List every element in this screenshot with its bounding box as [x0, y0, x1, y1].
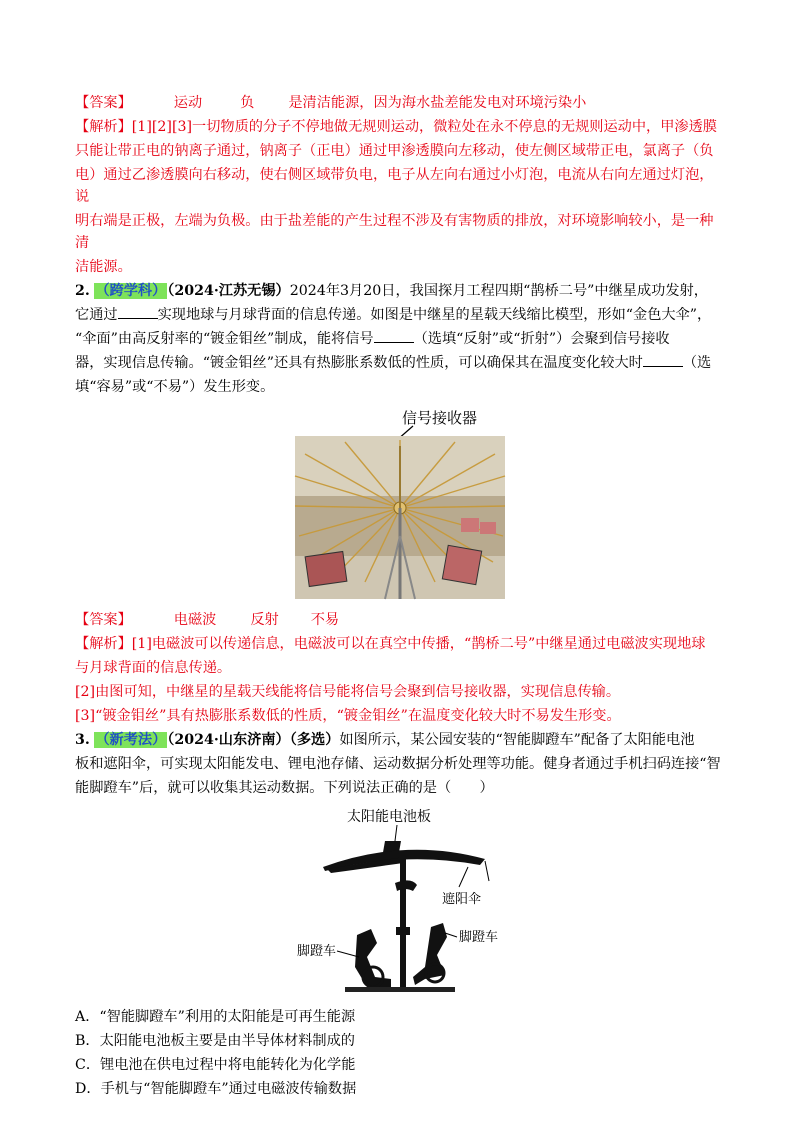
analysis-line: 明右端是正极，左端为负极。由于盐差能的产生过程不涉及有害物质的排放，对环境影响较小，是一种清 [75, 213, 714, 251]
answer-blank[interactable] [374, 328, 414, 343]
option-a[interactable]: A．“智能脚蹬车”利用的太阳能是可再生能源 [75, 1009, 356, 1025]
question-text: 如图所示，某公园安装的“智能脚蹬车”配备了太阳能电池 [339, 732, 695, 748]
analysis-label: 【解析】 [75, 636, 132, 652]
option-c[interactable]: C．锂电池在供电过程中将电能转化为化学能 [75, 1057, 356, 1073]
document-page [75, 92, 725, 1101]
umbrella-label: 遮阳伞 [442, 892, 482, 907]
answer-2: 反射 [250, 612, 279, 628]
question-text: 2024年3月20日，我国探月工程四期“鹊桥二号”中继星成功发射， [289, 283, 708, 299]
question-text: （选填“反射”或“折射”）会聚到信号接收 [413, 331, 670, 347]
option-b[interactable]: B．太阳能电池板主要是由半导体材料制成的 [75, 1033, 355, 1049]
question-text: 填“容易”或“不易”）发生形变。 [75, 379, 275, 395]
q2-answer-line [75, 609, 725, 631]
answer-label: 【答案】 [75, 612, 132, 628]
q1-answer-line [75, 92, 725, 114]
question-text: 板和遮阳伞，可实现太阳能发电、锂电池存储、运动数据分析处理等功能。健身者通过手机扫码连接“智 [75, 756, 721, 772]
pedal-bike-diagram [75, 807, 725, 997]
answer-3: 不易 [310, 612, 340, 628]
question-source: （2024·江苏无锡） [167, 283, 290, 299]
solar-panel-label: 太阳能电池板 [347, 809, 431, 825]
analysis-line: 电）通过乙渗透膜向右移动，使右侧区域带负电，电子从左向右通过小灯泡，电流从右向左通过灯泡，说 [75, 167, 714, 205]
question-2 [75, 280, 725, 727]
analysis-line: 只能让带正电的钠离子通过，钠离子（正电）通过甲渗透膜向左移动，使左侧区域带正电，氯离子（负 [75, 143, 714, 159]
question-number: 3. [75, 732, 90, 748]
answer-2: 负 [240, 95, 255, 111]
options-list [75, 1005, 725, 1101]
antenna-photo [75, 406, 725, 601]
question-text: 能脚蹬车”后，就可以收集其运动数据。下列说法正确的是（ ） [75, 780, 494, 796]
question-text: 它通过 [75, 307, 118, 323]
q2-analysis [75, 633, 725, 727]
q1-analysis [75, 116, 725, 278]
figure-label: 信号接收器 [402, 409, 478, 427]
analysis-label: 【解析】 [75, 119, 132, 135]
question-tag: （跨学科） [95, 283, 167, 299]
analysis-line: [1][2][3]一切物质的分子不停地做无规则运动，微粒处在永不停息的无规则运动中，甲渗透膜 [131, 119, 717, 135]
analysis-line: [2]由图可知，中继星的星载天线能将信号能将信号会聚到信号接收器，实现信息传输。 [75, 684, 621, 700]
answer-blank[interactable] [643, 352, 683, 367]
answer-label: 【答案】 [75, 95, 132, 111]
pedal-left-label: 脚蹬车 [297, 944, 337, 959]
question-tag: （新考法） [95, 732, 167, 748]
question-number: 2. [75, 283, 90, 299]
option-d[interactable]: D．手机与“智能脚蹬车”通过电磁波传输数据 [75, 1081, 357, 1097]
answer-blank[interactable] [118, 304, 158, 319]
pedal-right-label: 脚蹬车 [459, 930, 499, 945]
analysis-line: 与月球背面的信息传递。 [75, 660, 232, 676]
answer-3: 是清洁能源，因为海水盐差能发电对环境污染小 [288, 95, 587, 111]
question-3 [75, 729, 725, 1101]
analysis-line: [1]电磁波可以传递信息，电磁波可以在真空中传播，“鹊桥二号”中继星通过电磁波实现地球 [131, 636, 706, 652]
question-source: （2024·山东济南）（多选） [167, 732, 340, 748]
answer-1: 电磁波 [173, 612, 217, 628]
analysis-line: 洁能源。 [75, 259, 132, 275]
answer-1: 运动 [173, 95, 203, 111]
pedal-bike-figure [75, 807, 725, 997]
question-text: “伞面”由高反射率的“镀金钼丝”制成，能将信号 [75, 331, 374, 347]
question-text: （选 [682, 355, 712, 371]
antenna-figure [75, 406, 725, 601]
question-text: 器，实现信息传输。“镀金钼丝”还具有热膨胀系数低的性质，可以确保其在温度变化较大时 [75, 355, 643, 371]
analysis-line: [3]“镀金钼丝”具有热膨胀系数低的性质，“镀金钼丝”在温度变化较大时不易发生形变。 [75, 708, 621, 724]
question-text: 实现地球与月球背面的信息传递。如图是中继星的星载天线缩比模型，形如“金色大伞”， [157, 307, 712, 323]
